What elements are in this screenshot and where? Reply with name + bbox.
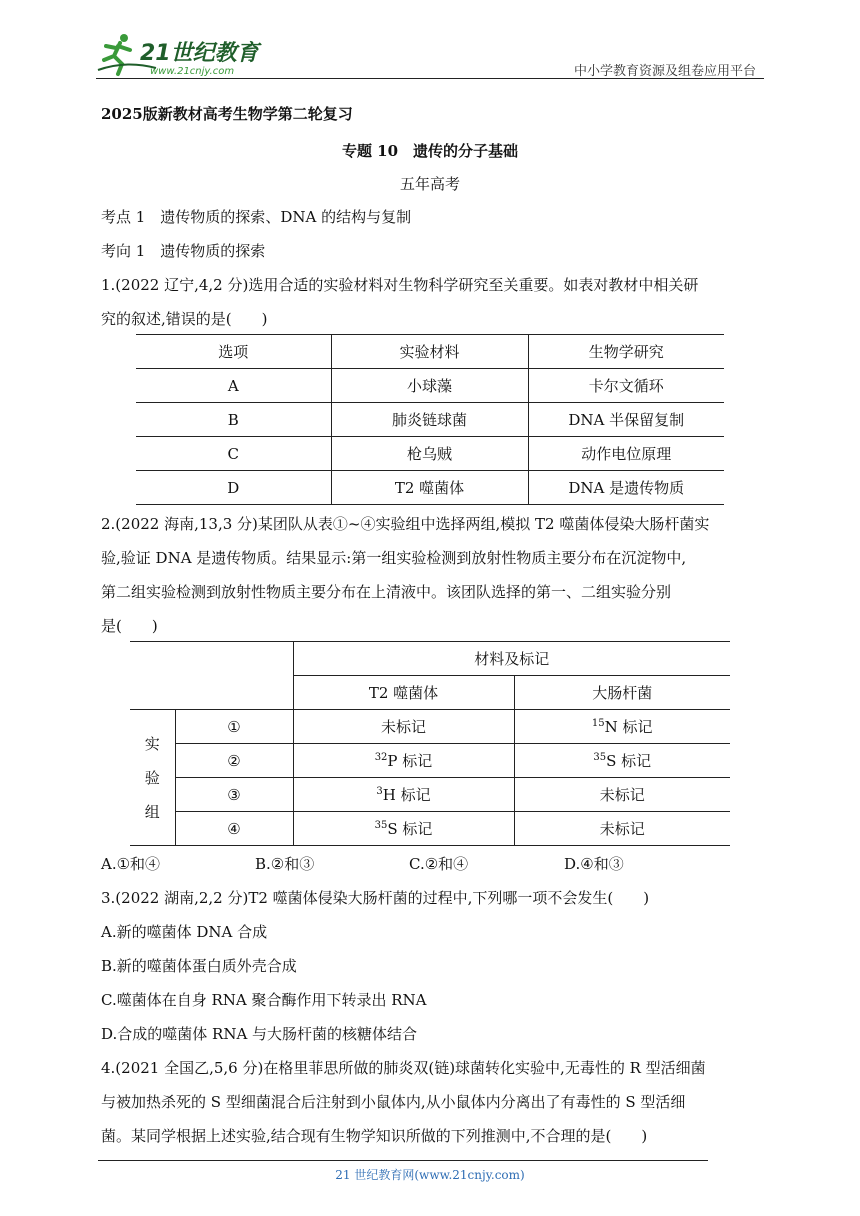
table-cell: ① (175, 710, 293, 744)
topic-heading: 专题 10 遗传的分子基础 (341, 142, 519, 160)
table-header-cell: 生物学研究 (588, 343, 664, 361)
footer-divider (98, 1160, 708, 1161)
table-group-header: 材料及标记 (474, 650, 550, 668)
q1-stem-line2: 究的叙述,错误的是( ) (101, 310, 268, 328)
table-cell (514, 778, 730, 812)
q2-stem-line3: 第二组实验检测到放射性物质主要分布在上清液中。该团队选择的第一、二组实验分别 (101, 583, 672, 601)
q4-stem-line3: 菌。某同学根据上述实验,结合现有生物学知识所做的下列推测中,不合理的是( ) (101, 1127, 648, 1145)
isotope-mass: 15 (591, 718, 605, 729)
table-row (136, 403, 724, 437)
table-header-cell: 实验材料 (331, 335, 528, 369)
table-corner-cell (130, 676, 293, 710)
q4-stem-line2: 与被加热杀死的 S 型细菌混合后注射到小鼠体内,从小鼠体内分离出了有毒性的 S 型活细 (101, 1093, 686, 1111)
table-cell: DNA 半保留复制 (528, 403, 724, 437)
table-cell: ② (175, 744, 293, 778)
q1-table (136, 334, 724, 505)
table-cell: 卡尔文循环 (528, 369, 724, 403)
table-cell: A (136, 369, 331, 403)
isotope-mass: 32 (374, 752, 388, 763)
table-cell: ④ (175, 812, 293, 846)
q1-stem-line1: 1.(2022 辽宁,4,2 分)选用合适的实验材料对生物科学研究至关重要。如表对教材中相关研 (101, 276, 699, 294)
direction-heading: 考向 1 遗传物质的探索 (101, 242, 266, 260)
table-cell (293, 812, 514, 846)
document-title: 2025版新教材高考生物学第二轮复习 (101, 105, 353, 123)
table-cell: B (136, 403, 331, 437)
q2-option-d: D.④和③ (564, 855, 624, 873)
bacteria-label: 未标记 (599, 820, 645, 838)
isotope-mass: 35 (374, 820, 388, 831)
table-cell (514, 812, 730, 846)
q2-option-c: C.②和④ (409, 855, 469, 873)
platform-name: 中小学教育资源及组卷应用平台 (573, 64, 756, 79)
table-cell: ③ (175, 778, 293, 812)
header-divider (96, 78, 764, 79)
table-cell: 肺炎链球菌 (331, 403, 528, 437)
table-header-row (130, 642, 730, 676)
table-cell: T2 噬菌体 (331, 471, 528, 505)
table-row (130, 710, 730, 744)
q2-stem-line2: 验,验证 DNA 是遗传物质。结果显示:第一组实验检测到放射性物质主要分布在沉淀物中, (101, 549, 687, 567)
table-cell (293, 778, 514, 812)
table-row (130, 778, 730, 812)
table-cell (514, 744, 730, 778)
brand-logo (96, 30, 266, 78)
q4-stem-line1: 4.(2021 全国乙,5,6 分)在格里菲思所做的肺炎双(链)球菌转化实验中,无毒性的 R 型活细菌 (101, 1059, 706, 1077)
bacteria-label: N 标记 (604, 718, 653, 736)
table-cell: 枪乌贼 (331, 437, 528, 471)
q3-option-b: B.新的噬菌体蛋白质外壳合成 (101, 957, 297, 975)
q2-table (130, 641, 730, 846)
q2-option-a: A.①和④ (101, 855, 161, 873)
bacteria-label: 未标记 (599, 786, 645, 804)
bacteria-label: S 标记 (606, 752, 652, 770)
table-cell (293, 744, 514, 778)
table-row (136, 369, 724, 403)
table-row (130, 744, 730, 778)
table-header-cell: T2 噬菌体 (293, 676, 514, 710)
section-heading: 五年高考 (399, 175, 460, 193)
group-label-char: 验 (144, 768, 160, 787)
table-row (136, 471, 724, 505)
footer-source: 21 世纪教育网(www.21cnjy.com) (335, 1168, 525, 1182)
q2-option-b: B.②和③ (255, 855, 315, 873)
table-header-cell: 大肠杆菌 (514, 676, 730, 710)
table-cell (514, 710, 730, 744)
phage-label: 未标记 (380, 718, 426, 736)
isotope-mass: 3 (376, 786, 383, 797)
table-row (130, 812, 730, 846)
q3-option-a: A.新的噬菌体 DNA 合成 (101, 923, 268, 941)
group-label-char: 实 (144, 734, 160, 753)
svg-text:21世纪教育: 21世纪教育 (140, 41, 259, 66)
page-header (96, 30, 764, 82)
group-label-cell (130, 710, 175, 846)
phage-label: H 标记 (382, 786, 431, 804)
table-cell (293, 710, 514, 744)
table-cell: 小球藻 (331, 369, 528, 403)
table-cell: D (136, 471, 331, 505)
q3-stem: 3.(2022 湖南,2,2 分)T2 噬菌体侵染大肠杆菌的过程中,下列哪一项不会发生( ) (101, 889, 650, 907)
table-cell: DNA 是遗传物质 (528, 471, 724, 505)
phage-label: P 标记 (387, 752, 433, 770)
svg-text:www.21cnjy.com: www.21cnjy.com (150, 66, 235, 77)
q3-option-c: C.噬菌体在自身 RNA 聚合酶作用下转录出 RNA (101, 991, 427, 1009)
table-corner-cell (130, 642, 293, 676)
table-row (136, 437, 724, 471)
table-cell: 动作电位原理 (528, 437, 724, 471)
table-header-row (136, 335, 724, 369)
q3-option-d: D.合成的噬菌体 RNA 与大肠杆菌的核糖体结合 (101, 1025, 418, 1043)
q2-stem-line4: 是( ) (101, 617, 158, 635)
table-cell: C (136, 437, 331, 471)
q2-stem-line1: 2.(2022 海南,13,3 分)某团队从表①~④实验组中选择两组,模拟 T2 噬菌体侵染大肠杆菌实 (101, 515, 710, 533)
isotope-mass: 35 (593, 752, 607, 763)
exam-point-heading: 考点 1 遗传物质的探索、DNA 的结构与复制 (101, 208, 412, 226)
phage-label: S 标记 (387, 820, 433, 838)
table-header-row (130, 676, 730, 710)
group-label-char: 组 (144, 802, 160, 821)
table-header-cell: 选项 (136, 335, 331, 369)
